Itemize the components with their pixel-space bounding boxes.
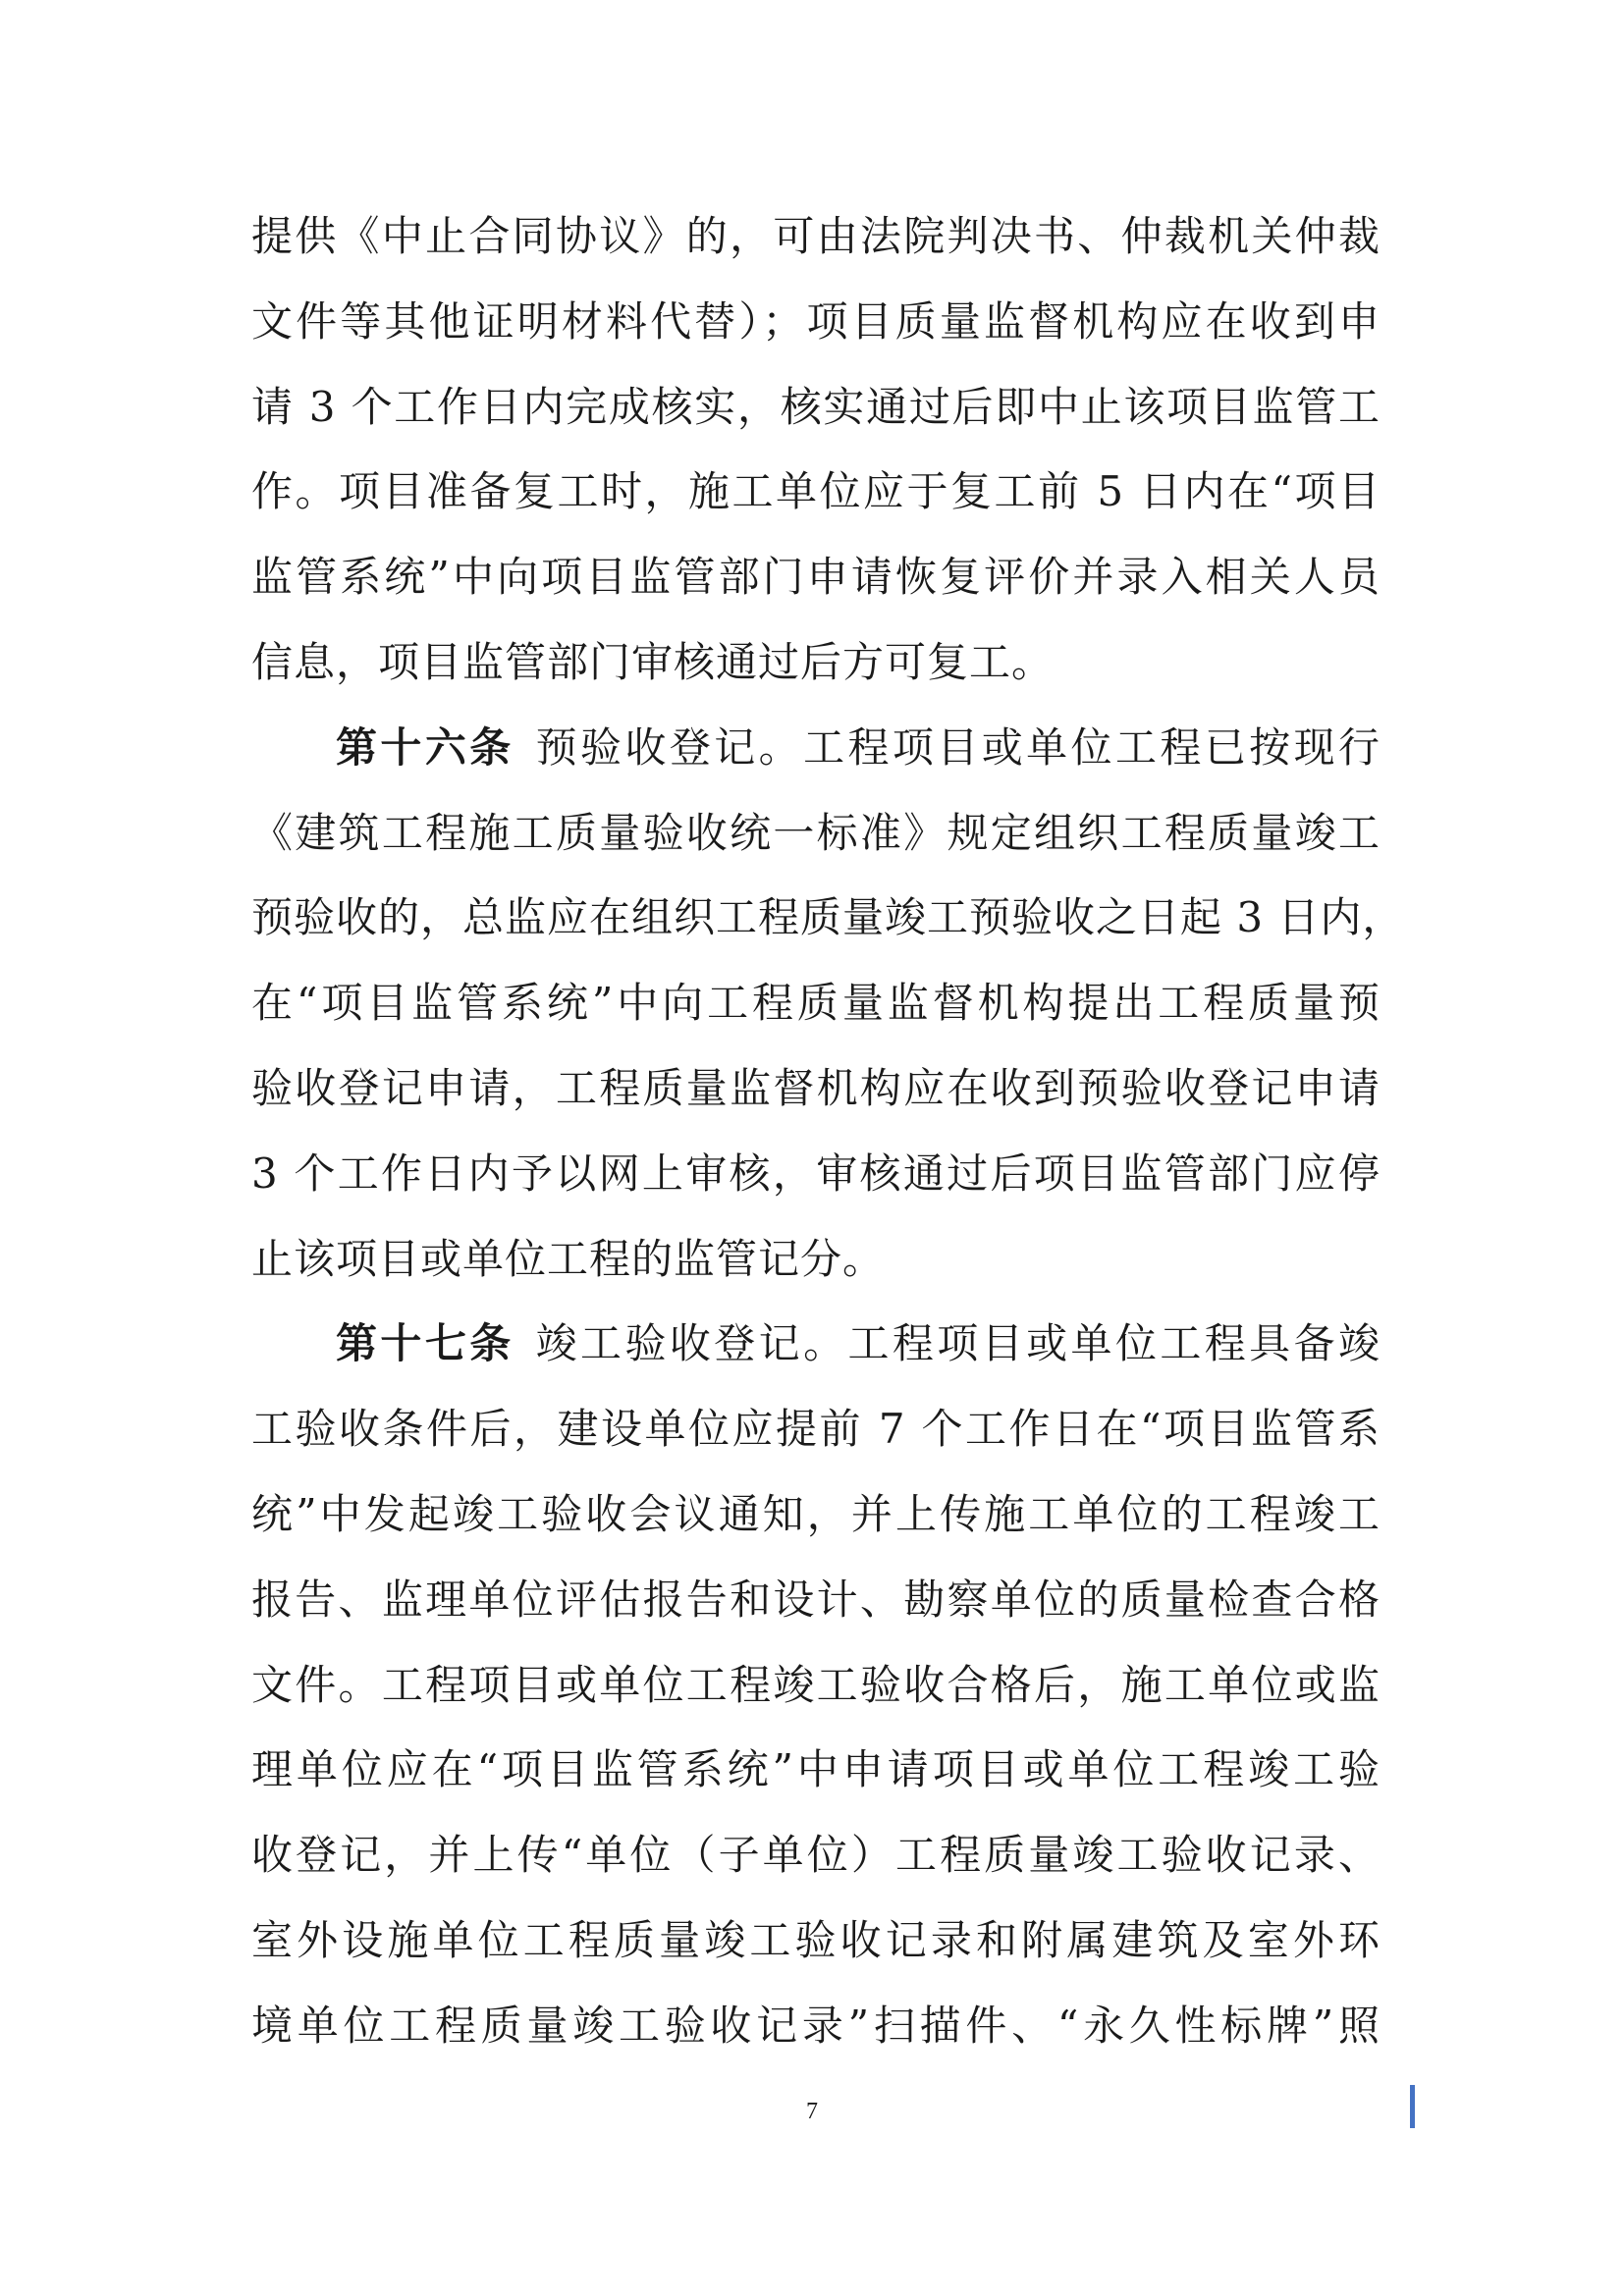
text-line: 请 3 个工作日内完成核实，核实通过后即中止该项目监管工 bbox=[251, 382, 1380, 431]
text-line: 监管系统”中向项目监管部门申请恢复评价并录入相关人员 bbox=[251, 553, 1380, 602]
page-number: 7 bbox=[806, 2099, 818, 2124]
text-line: 收登记，并上传“单位（子单位）工程质量竣工验收记录、 bbox=[251, 1831, 1380, 1880]
text-line: 验收登记申请，工程质量监督机构应在收到预验收登记申请 bbox=[251, 1063, 1380, 1112]
page-edge-marker bbox=[1410, 2085, 1415, 2128]
article-16-number: 第十六条 bbox=[336, 722, 514, 772]
text-line: 《建筑工程施工质量验收统一标准》规定组织工程质量竣工 bbox=[251, 808, 1380, 857]
text-line: 信息，项目监管部门审核通过后方可复工。 bbox=[251, 637, 1055, 686]
text-line: 报告、监理单位评估报告和设计、勘察单位的质量检查合格 bbox=[251, 1575, 1380, 1624]
text-line: 统”中发起竣工验收会议通知，并上传施工单位的工程竣工 bbox=[251, 1489, 1380, 1538]
text-line: 3 个工作日内予以网上审核，审核通过后项目监管部门应停 bbox=[251, 1148, 1380, 1198]
article-16 bbox=[251, 706, 1405, 1303]
text-line: 文件。工程项目或单位工程竣工验收合格后，施工单位或监 bbox=[251, 1660, 1380, 1709]
text-line: 室外设施单位工程质量竣工验收记录和附属建筑及室外环 bbox=[251, 1915, 1380, 1964]
text-line: 作。项目准备复工时，施工单位应于复工前 5 日内在“项目 bbox=[251, 467, 1380, 516]
article-16-title-text: 预验收登记。工程项目或单位工程已按现行 bbox=[535, 722, 1380, 772]
paragraph-continued bbox=[251, 194, 1380, 706]
text-line: 止该项目或单位工程的监管记分。 bbox=[251, 1234, 886, 1283]
article-17-first-line bbox=[251, 1302, 1380, 1387]
article-16-first-line bbox=[251, 706, 1380, 791]
article-17-title-text: 竣工验收登记。工程项目或单位工程具备竣 bbox=[535, 1319, 1380, 1368]
text-line: 文件等其他证明材料代替）；项目质量监督机构应在收到申 bbox=[251, 296, 1380, 346]
text-line: 预验收的，总监应在组织工程质量竣工预验收之日起 3 日内， bbox=[251, 893, 1405, 942]
text-line: 理单位应在“项目监管系统”中申请项目或单位工程竣工验 bbox=[251, 1745, 1380, 1794]
text-line: 境单位工程质量竣工验收记录”扫描件、“永久性标牌”照 bbox=[251, 2001, 1380, 2050]
article-17-number: 第十七条 bbox=[336, 1319, 514, 1368]
text-line: 工验收条件后，建设单位应提前 7 个工作日在“项目监管系 bbox=[251, 1405, 1380, 1454]
article-17 bbox=[251, 1302, 1380, 2068]
text-line: 提供《中止合同协议》的，可由法院判决书、仲裁机关仲裁 bbox=[251, 212, 1380, 260]
document-body bbox=[251, 194, 1405, 2069]
text-line: 在“项目监管系统”中向工程质量监督机构提出工程质量预 bbox=[251, 979, 1380, 1028]
